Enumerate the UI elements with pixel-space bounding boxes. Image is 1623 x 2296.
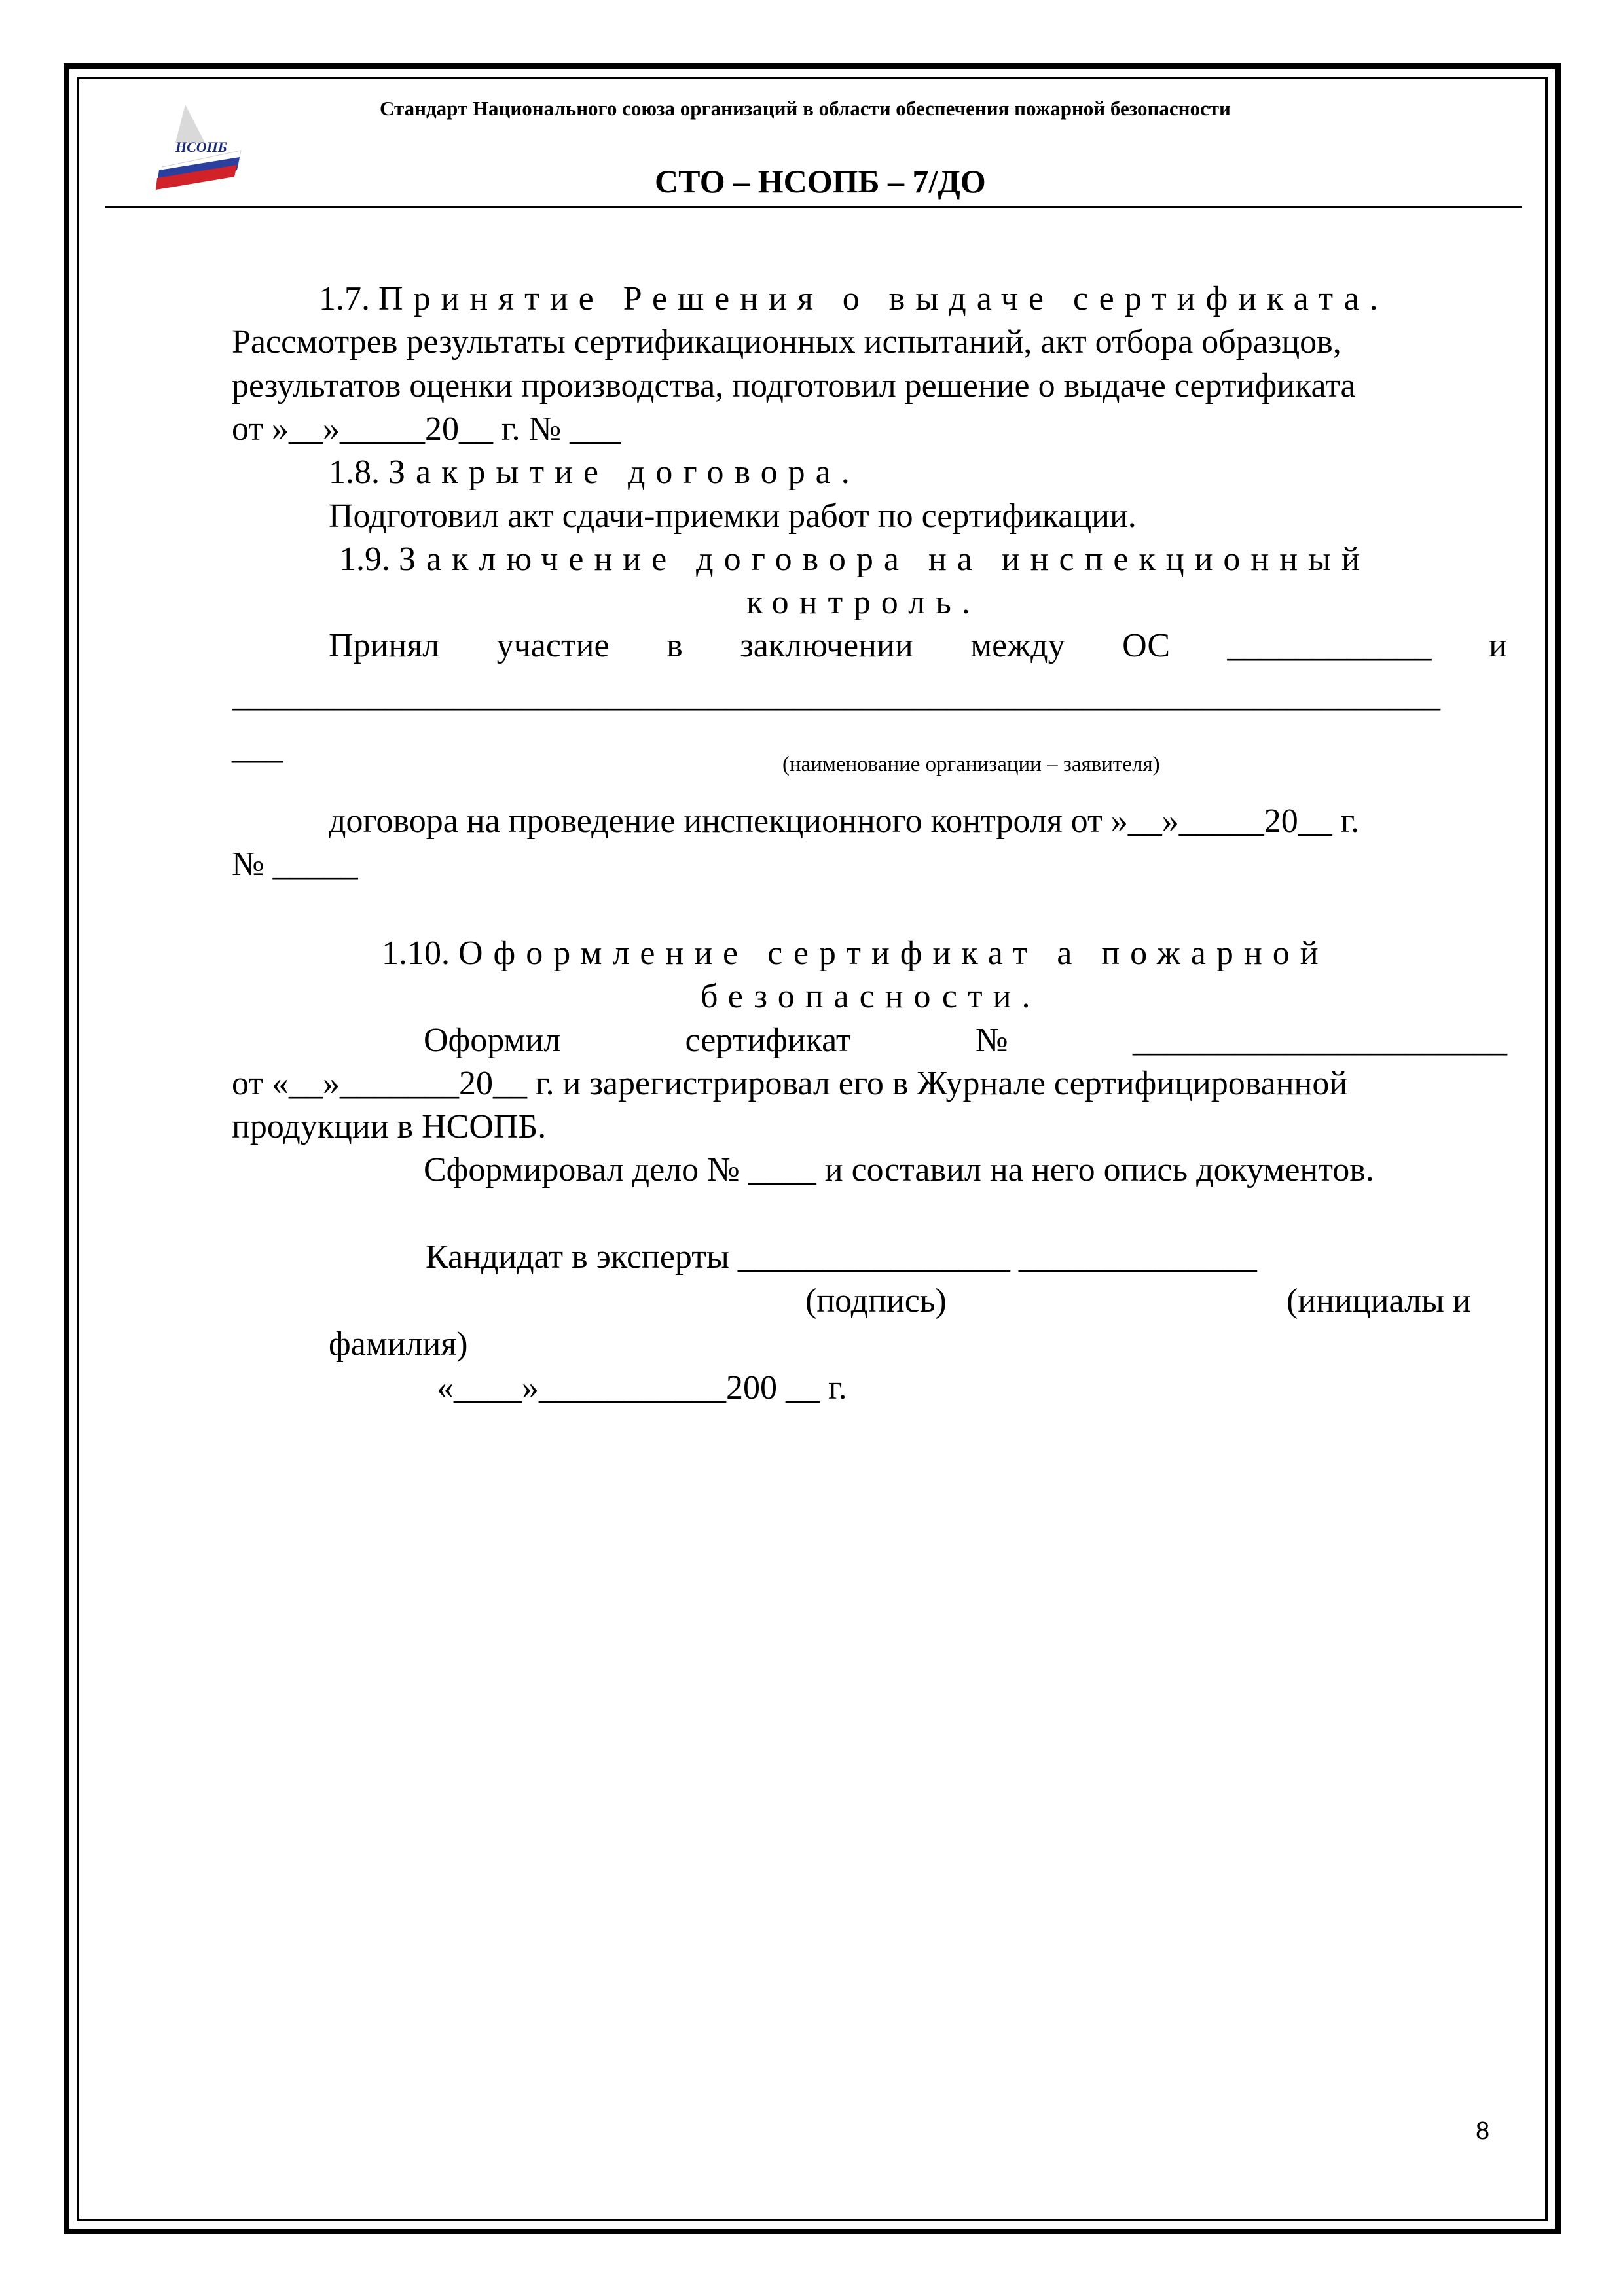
section-1-10-heading [382, 932, 1329, 975]
section-title: Заключение договора на инспекционный [399, 541, 1370, 578]
fill-in-blank: _______________________________________________________________________ [232, 677, 1440, 714]
header-rule [105, 206, 1522, 208]
paragraph-line: продукции в НСОПБ. [232, 1108, 547, 1145]
surname-caption: фамилия) [329, 1325, 468, 1363]
section-1-8-heading [329, 451, 860, 494]
word: № [976, 1022, 1008, 1059]
paragraph-line: договора на проведение инспекционного контроля от »__»_____20__ г. [329, 802, 1360, 840]
nsopb-logo [156, 105, 247, 190]
section-title-continued: контроль. [746, 584, 981, 621]
word: Оформил [424, 1022, 561, 1059]
section-1-7-heading [319, 278, 1389, 321]
paragraph-line: от »__»_____20__ г. № ___ [232, 410, 621, 448]
section-title: Оформление сертификат а пожарной [458, 935, 1329, 972]
section-title: Принятие Решения о выдаче сертификата. [378, 280, 1389, 317]
document-code: СТО – НСОПБ – 7/ДО [655, 163, 986, 200]
section-1-9-heading [339, 538, 1370, 581]
word: Принял [329, 627, 440, 664]
signature-caption: (подпись) [805, 1282, 947, 1319]
paragraph-line: от «__»_______20__ г. и зарегистрировал его в Журнале сертифицированной [232, 1065, 1348, 1102]
section-title-continued: безопасности. [701, 978, 1041, 1015]
paragraph-line: Рассмотрев результаты сертификационных испытаний, акт отбора образцов, [232, 323, 1341, 361]
fill-in-blank: ____________ [1227, 627, 1432, 664]
section-title: Закрытие договора. [388, 454, 860, 491]
candidate-signature-line: Кандидат в эксперты ________________ ______________ [426, 1238, 1257, 1276]
paragraph-line: Подготовил акт сдачи-приемки работ по сертификации. [329, 497, 1137, 535]
section-number: 1.7. [319, 280, 370, 317]
word: между [970, 627, 1065, 664]
section-number: 1.9. [339, 541, 390, 578]
svg-text:НСОПБ: НСОПБ [175, 139, 227, 155]
word: и [1489, 627, 1507, 664]
section-number: 1.8. [329, 454, 380, 491]
paragraph-line: результатов оценки производства, подготовил решение о выдаче сертификата [232, 367, 1356, 404]
word: сертификат [685, 1022, 851, 1059]
justified-line [424, 1019, 1507, 1062]
fill-in-blank: ______________________ [1132, 1022, 1507, 1059]
paragraph-line: Сформировал дело № ____ и составил на него опись документов. [424, 1151, 1374, 1189]
fill-in-blank: ___ [232, 729, 283, 766]
section-number: 1.10. [382, 935, 450, 972]
word: заключении [740, 627, 913, 664]
standard-title: Стандарт Национального союза организаций в области обеспечения пожарной безопасности [380, 97, 1231, 120]
word: в [666, 627, 683, 664]
word: ОС [1122, 627, 1170, 664]
page-number: 8 [1476, 2117, 1490, 2145]
paragraph-line: № _____ [232, 846, 358, 883]
date-line: «____»___________200 __ г. [437, 1369, 847, 1407]
field-caption: (наименование организации – заявителя) [782, 753, 1160, 776]
justified-line [329, 624, 1507, 668]
word: участие [496, 627, 610, 664]
initials-caption: (инициалы и [1286, 1282, 1471, 1319]
